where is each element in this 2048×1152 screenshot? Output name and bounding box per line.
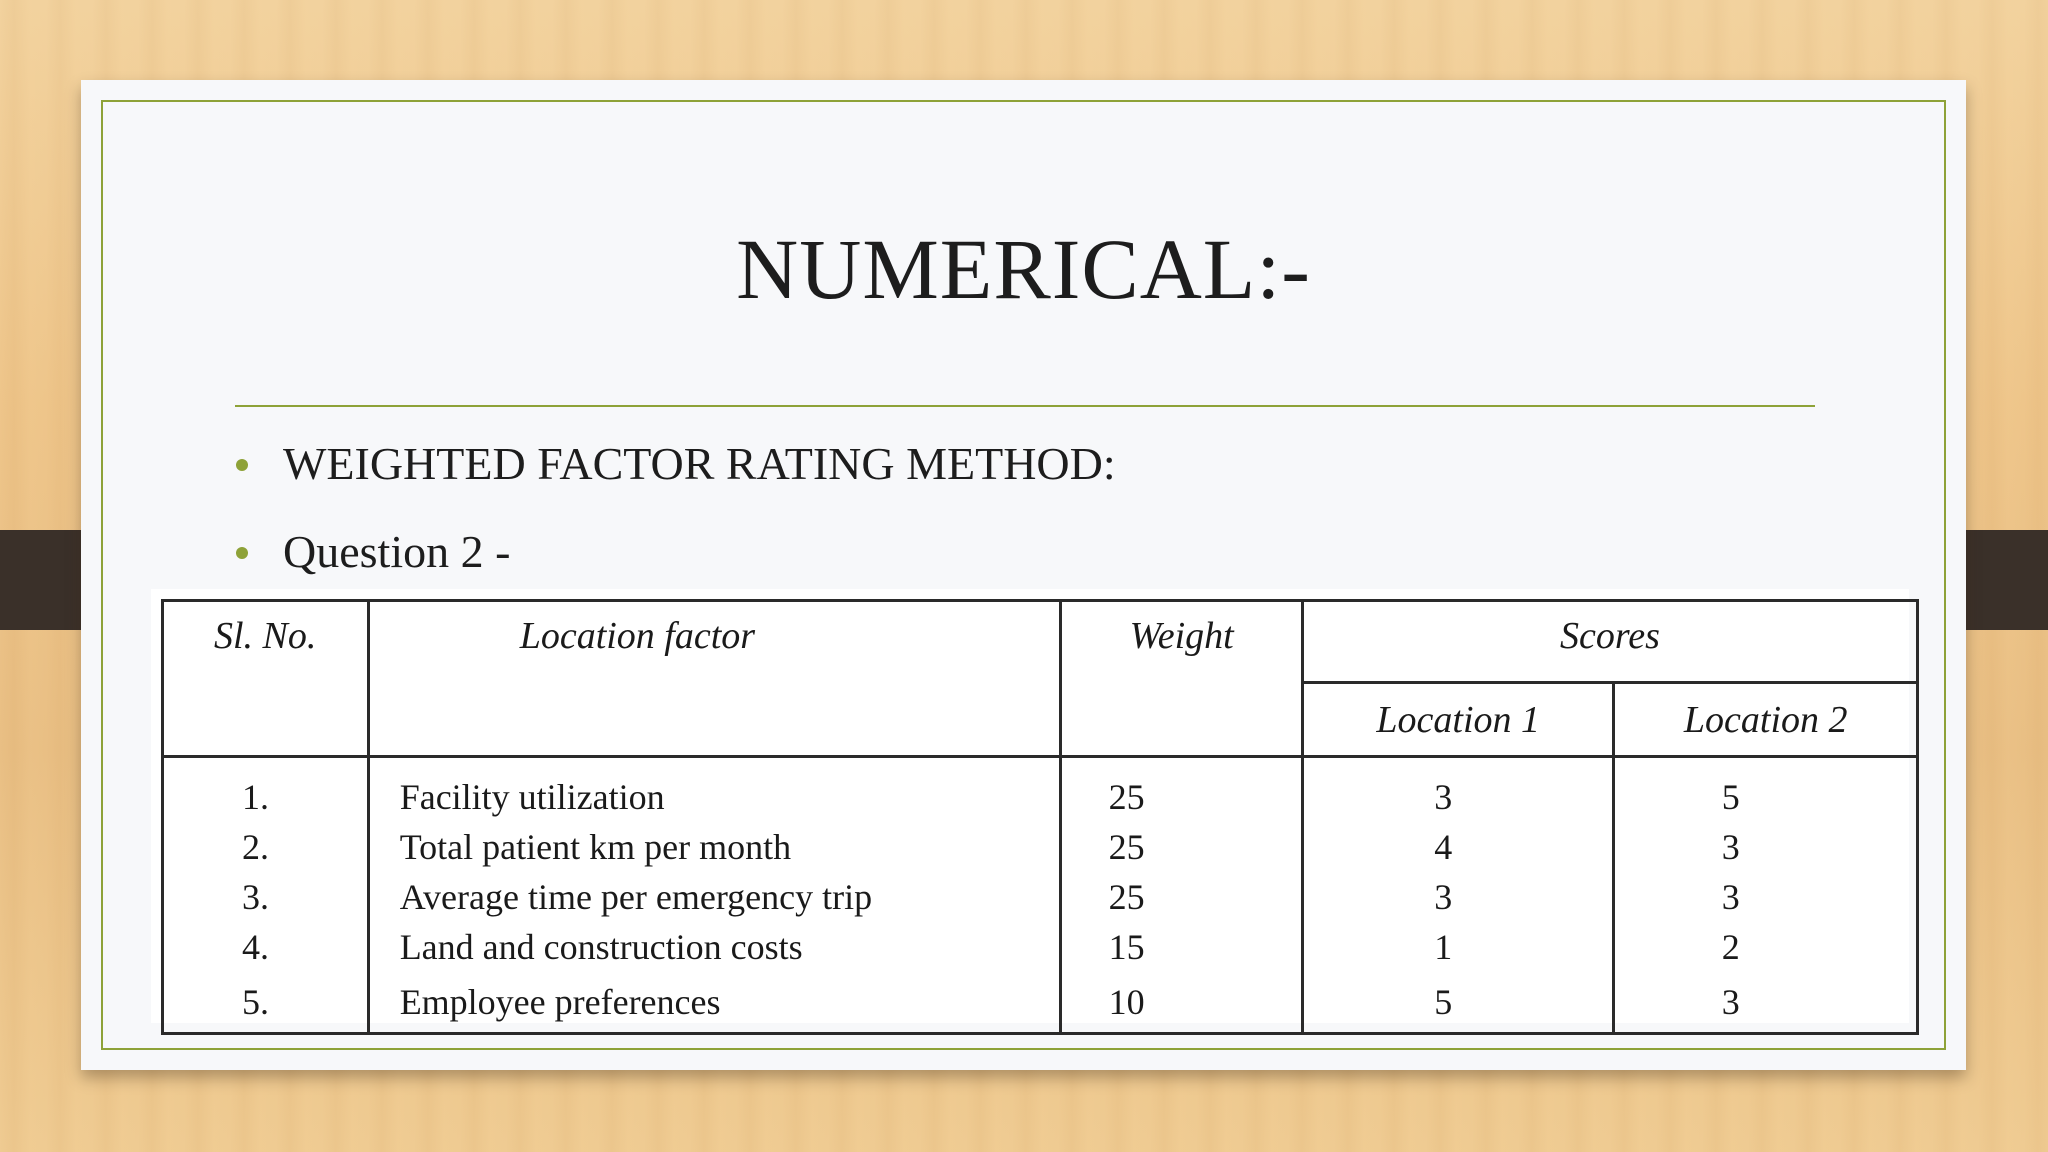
- header-scores: Scores: [1303, 601, 1918, 683]
- header-sl-no: Sl. No.: [163, 601, 369, 757]
- cell-location-2: 2: [1614, 922, 1918, 972]
- cell-factor: Average time per emergency trip: [368, 872, 1061, 922]
- cell-sl: 4.: [163, 922, 369, 972]
- cell-location-1: 5: [1303, 972, 1614, 1034]
- cell-weight: 15: [1061, 922, 1303, 972]
- slide-title: NUMERICAL:-: [736, 221, 1311, 317]
- header-weight: Weight: [1061, 601, 1303, 757]
- table-image: [151, 589, 1909, 1023]
- bullet-text: WEIGHTED FACTOR RATING METHOD:: [283, 438, 1116, 489]
- cell-factor: Total patient km per month: [368, 822, 1061, 872]
- cell-sl: 5.: [163, 972, 369, 1034]
- cell-location-1: 1: [1303, 922, 1614, 972]
- header-location-2: Location 2: [1614, 683, 1918, 757]
- bullet-text: Question 2 -: [283, 526, 511, 577]
- cell-weight: 25: [1061, 757, 1303, 823]
- title-divider: [235, 405, 1815, 407]
- cell-location-2: 3: [1614, 972, 1918, 1034]
- bullet-item: [236, 438, 1116, 526]
- cell-factor: Land and construction costs: [368, 922, 1061, 972]
- table-row: [163, 922, 1918, 972]
- cell-factor: Employee preferences: [368, 972, 1061, 1034]
- cell-location-2: 3: [1614, 872, 1918, 922]
- cell-sl: 3.: [163, 872, 369, 922]
- cell-weight: 25: [1061, 822, 1303, 872]
- header-location-factor: Location factor: [368, 601, 1061, 757]
- table-row: [163, 757, 1918, 823]
- cell-location-1: 4: [1303, 822, 1614, 872]
- slide: [81, 80, 1966, 1070]
- cell-location-1: 3: [1303, 757, 1614, 823]
- table-row: [163, 872, 1918, 922]
- factor-rating-table: [161, 599, 1919, 1035]
- cell-weight: 10: [1061, 972, 1303, 1034]
- header-location-1: Location 1: [1303, 683, 1614, 757]
- bullet-dot-icon: [236, 459, 248, 471]
- cell-weight: 25: [1061, 872, 1303, 922]
- cell-location-1: 3: [1303, 872, 1614, 922]
- bullet-dot-icon: [236, 547, 248, 559]
- cell-sl: 1.: [163, 757, 369, 823]
- bullet-list: [236, 438, 1116, 614]
- cell-location-2: 3: [1614, 822, 1918, 872]
- table-row: [163, 972, 1918, 1034]
- table-row: [163, 822, 1918, 872]
- cell-sl: 2.: [163, 822, 369, 872]
- cell-location-2: 5: [1614, 757, 1918, 823]
- cell-factor: Facility utilization: [368, 757, 1061, 823]
